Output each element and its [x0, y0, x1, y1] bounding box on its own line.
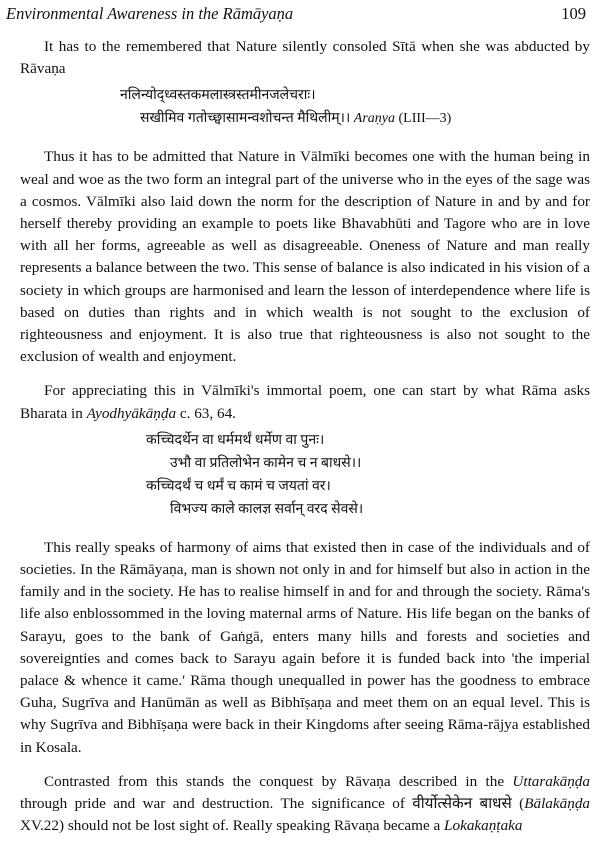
text-run: Contrasted from this stands the conquest by Rāvaṇa described in the	[44, 772, 513, 790]
work-title: Uttarakāṇḍa	[512, 772, 590, 790]
paragraph-5	[20, 771, 590, 838]
page-body	[20, 36, 590, 837]
running-title: Environmental Awareness in the Rāmāyaṇa	[6, 4, 294, 23]
paragraph-2: Thus it has to be admitted that Nature in Vālmīki becomes one with the human being in weal and woe as the two form an integral part of the universe who in the eyes of the sage was a cosmos. Vālmīki also laid down the norm for the description of Nature in and by and for herself thereby providing an example to poets like Bhavabhūti and Tagore who are in love with all her forms, agreeable as well as disagreeable. Oneness of Nature and man really represents a balance between the two. This sense of balance is also indicated in his vision of a society in which groups are harmonised and learn the lesson of interdependence where life is based on duties than rights and in which wealth is not sought to the exclusion of righteousness and enjoyment. It is also true that righteousness is also not sought to the exclusion of wealth and enjoyment.	[20, 148, 590, 366]
sanskrit-phrase: वीर्योत्सेकेन बाधसे	[412, 795, 512, 813]
page-number: 109	[561, 4, 586, 23]
verse-aranya	[20, 84, 590, 130]
work-title: Ayodhyākāṇḍa	[86, 404, 177, 422]
text-run: through pride and war and destruction. The significance of	[20, 795, 413, 813]
text-run: For appreciating this in Vālmīki's immortal poem, one can start by what Rāma asks Bharata in	[20, 382, 590, 422]
text-run: c. 63, 64.	[176, 404, 236, 422]
verse-reference-title: Araṇya	[353, 111, 395, 127]
verse-line: कच्चिदर्थं च धर्मं च कामं च जयतां वर।	[146, 478, 331, 494]
verse-line: उभौ वा प्रतिलोभेन कामेन च न बाधसे।।	[170, 455, 362, 471]
verse-line	[20, 107, 590, 130]
text-run: XV.22) should not be lost sight of. Really speaking Rāvaṇa became a	[20, 817, 445, 835]
paragraph-4: This really speaks of harmony of aims that existed then in case of the individuals and of societies. In the Rāmāyaṇa, man is shown not only in and for himself but also in action in the family and in the society. He has to realise himself in and for and through the society. Rāma's life also enblossommed in the loving maternal arms of Nature. His life began on the banks of Sarayu, goes to the bank of Gaṅgā, enters many hills and forests and societies and sovereignties and comes back to Sarayu again before it is funded back into 'the imperial palace & whence it came.' Rāma though unequalled in power has the goodness to embrace Guha, Sugrīva and Hanūmān as well as Bibhīṣaṇa and meet them on an equal level. This is why Sugrīva and Bibhīṣaṇa were back in their Kingdoms after seeing Rāma-rājya established in Kosala.	[20, 538, 590, 756]
verse-line: कच्चिदर्थेन वा धर्ममर्थं धर्मेण वा पुनः।	[146, 432, 325, 448]
term: Lokakaṇṭaka	[444, 817, 523, 835]
text-run: (	[511, 795, 525, 813]
paragraph-1: It has to the remembered that Nature silently consoled Sītā when she was abducted by Rāvaṇa	[20, 38, 590, 78]
verse-line: नलिन्योद्ध्वस्तकमलास्त्रस्तमीनजलेचराः।	[120, 88, 316, 104]
verse-line: विभज्य काले कालज्ञ सर्वान् वरद सेवसे।	[170, 501, 364, 517]
work-title: Bālakāṇḍa	[524, 795, 591, 813]
verse-text: सखीमिव गतोच्छ्वासामन्वशोचन्त मैथिलीम्।।	[140, 111, 351, 127]
verse-ayodhya	[20, 429, 590, 521]
paragraph-3	[20, 380, 590, 424]
verse-reference-number: (LIII—3)	[394, 111, 452, 127]
